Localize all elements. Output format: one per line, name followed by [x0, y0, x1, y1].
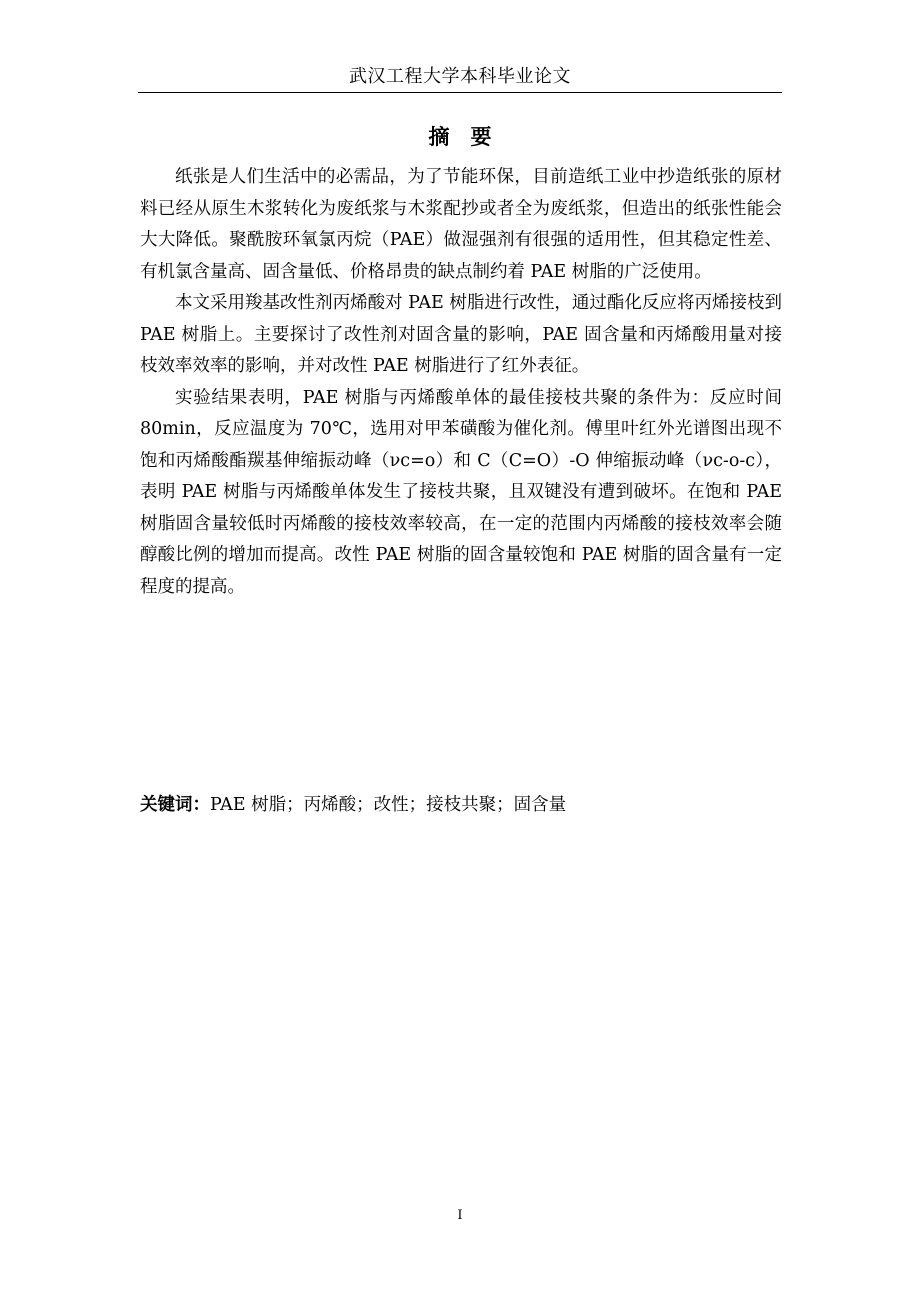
keywords-line [140, 791, 782, 819]
abstract-paragraph-2: 本文采用羧基改性剂丙烯酸对 PAE 树脂进行改性，通过酯化反应将丙烯接枝到 PAE 树脂上。主要探讨了改性剂对固含量的影响，PAE 固含量和丙烯酸用量对接枝效率效率的影响，并对改性 PAE 树脂进行了红外表征。 [140, 293, 782, 376]
abstract-title: 摘 要 [428, 125, 492, 149]
abstract-paragraph-3: 实验结果表明，PAE 树脂与丙烯酸单体的最佳接枝共聚的条件为：反应时间80min，反应温度为 70℃，选用对甲苯磺酸为催化剂。傅里叶红外光谱图出现不饱和丙烯酸酯羰基伸缩振动峰（νc=o）和 C（C=O）-O 伸缩振动峰（νc-o-c），表明 PAE 树脂与丙烯酸单体发生了接枝共聚，且双键没有遭到破坏。在饱和 PAE 树脂固含量较低时丙烯酸的接枝效率较高，在一定的范围内丙烯酸的接枝效率会随醇酸比例的增加而提高。改性 PAE 树脂的固含量较饱和 PAE 树脂的固含量有一定程度的提高。 [140, 387, 782, 597]
page-number: I [457, 1208, 463, 1223]
header-rule [138, 92, 782, 93]
keywords-text: PAE 树脂；丙烯酸；改性；接枝共聚；固含量 [210, 795, 567, 815]
keywords-label: 关键词： [140, 795, 210, 815]
running-header: 武汉工程大学本科毕业论文 [349, 66, 571, 87]
abstract-paragraph-1: 纸张是人们生活中的必需品，为了节能环保，目前造纸工业中抄造纸张的原材料已经从原生木浆转化为废纸浆与木浆配抄或者全为废纸浆，但造出的纸张性能会大大降低。聚酰胺环氧氯丙烷（PAE）做湿强剂有很强的适用性，但其稳定性差、有机氯含量高、固含量低、价格昂贵的缺点制约着 PAE 树脂的广泛使用。 [140, 167, 782, 282]
abstract-body [140, 162, 782, 603]
